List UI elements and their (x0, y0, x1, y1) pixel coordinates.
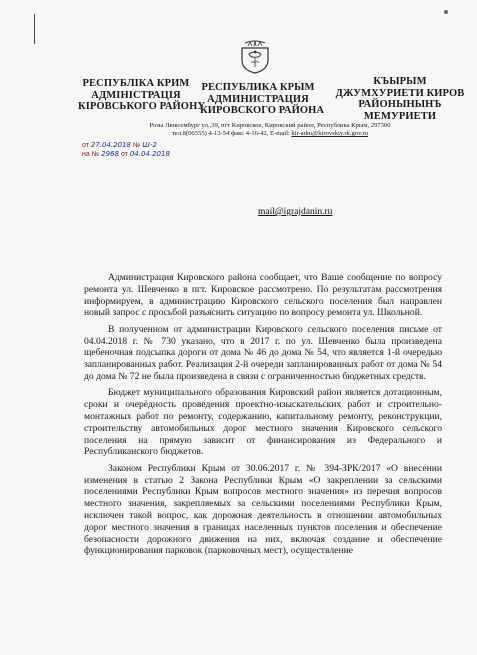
letter-body (84, 272, 442, 557)
contact-phone-fax: тел.8(06555) 4-13-54 факс 4-16-42, E-mail: (171, 130, 292, 138)
reg-date: 27.04.2018 (90, 141, 131, 149)
incoming-reg-line (82, 150, 170, 158)
header-center-line-2: АДМИНИСТРАЦИЯ (207, 93, 309, 105)
paragraph-1: Администрация Кировского района сообщает, что Ваше сообщение по вопросу ремонта ул. Шевченко в пгт. Кировское рассмотрено. По результатам рассмотрения информируем, в администрацию Кировского сельского поселения был направлен новый запрос с просьбой разъяснить ситуацию по вопросу ремонта ул. Школьной. (84, 272, 442, 319)
header-crimean-tatar (332, 76, 468, 122)
address-line-1: Розы Люксембург ул.,39, пгт Кировское, Кировский район, Республика Крым, 297300 (149, 122, 391, 129)
address-block (120, 122, 420, 139)
reg-ref-number: 2968 (101, 150, 119, 158)
paragraph-3: Бюджет муниципального образования Кировский район является дотационным, сроки и очерёдность проведения проектно-изыскательских работ и строительно-монтажных работ по ремонту, содержанию, капитальному ремонту, реконструкции, строительству автомобильных дорог местного значения Кировского сельского поселения на прямую зависит от финансирования из Федерального и Республиканского бюджетов. (84, 387, 442, 458)
recipient-email[interactable]: mail@igrajdanin.ru (258, 207, 333, 217)
paragraph-4: Законом Республики Крым от 30.06.2017 г. № 394-ЗРК/2017 «О внесении изменения в статью 2 Закона Республики Крым «О закреплении за сельскими поселениями Республики Крым вопросов местного значения» из перечня вопросов местного значения, закрепляемых за сельскими поселениями Республики Крым, исключен такой вопрос, как дорожная деятельность в отношении автомобильных дорог местного значения в границах населенных пунктов поселения и обеспечение безопасности дорожного движения на них, включая создание и обеспечение функционирования парковок (парковочных мест), осуществление (84, 462, 442, 557)
header-ukrainian (78, 78, 206, 113)
reg-ref-from-label: от (119, 151, 130, 158)
margin-mark (34, 14, 35, 44)
header-center-line-3: КИРОВСКОГО РАЙОНА (200, 105, 325, 116)
header-left-line-1: РЕСПУБЛІКА КРИМ (82, 78, 190, 89)
header-russian (200, 82, 325, 117)
office-email-link[interactable]: kir-adm@kirovskiy.rk.gov.ru (291, 130, 369, 138)
header-center-line-1: РЕСПУБЛИКА КРЫМ (201, 82, 315, 93)
header-right-line-1: КЪЫРЫМ (373, 76, 427, 87)
header-right-line-2: ДЖУМХУРИЕТИ КИРОВ (335, 87, 465, 99)
paragraph-2: В полученном от администрации Кировского сельского поселения письме от 04.04.2018 г. № 730 указано, что в 2017 г. по ул. Шевченко была произведена щебеночная подсыпка дороги от дома № 46 до дома № 54, что является 1-й очередью запланированных работ. Реализация 2-й очереди запланированных работ от дома № 54 до дома № 72 не была произведена в связи с ограниченностью бюджетных средств. (84, 323, 442, 382)
reg-ref-label: на № (82, 151, 102, 158)
header-right-line-3: РАЙОНЫНЫНЪ (358, 99, 442, 110)
address-line-2 (120, 130, 420, 138)
header-left-line-3: КІРОВСЬКОГО РАЙОНУ (78, 101, 206, 112)
header-right-line-4: МЕМУРИЕТИ (363, 110, 437, 122)
crimea-emblem-icon (239, 40, 271, 74)
reg-ref-date: 04.04.2018 (129, 150, 170, 158)
punch-mark (444, 10, 448, 14)
header-left-line-2: АДМІНІСТРАЦІЯ (91, 89, 181, 101)
reg-from-label: от (82, 142, 91, 149)
reg-number-label: № (130, 142, 143, 149)
outgoing-reg-line (82, 141, 157, 149)
reg-number: Ш-2 (142, 141, 157, 149)
